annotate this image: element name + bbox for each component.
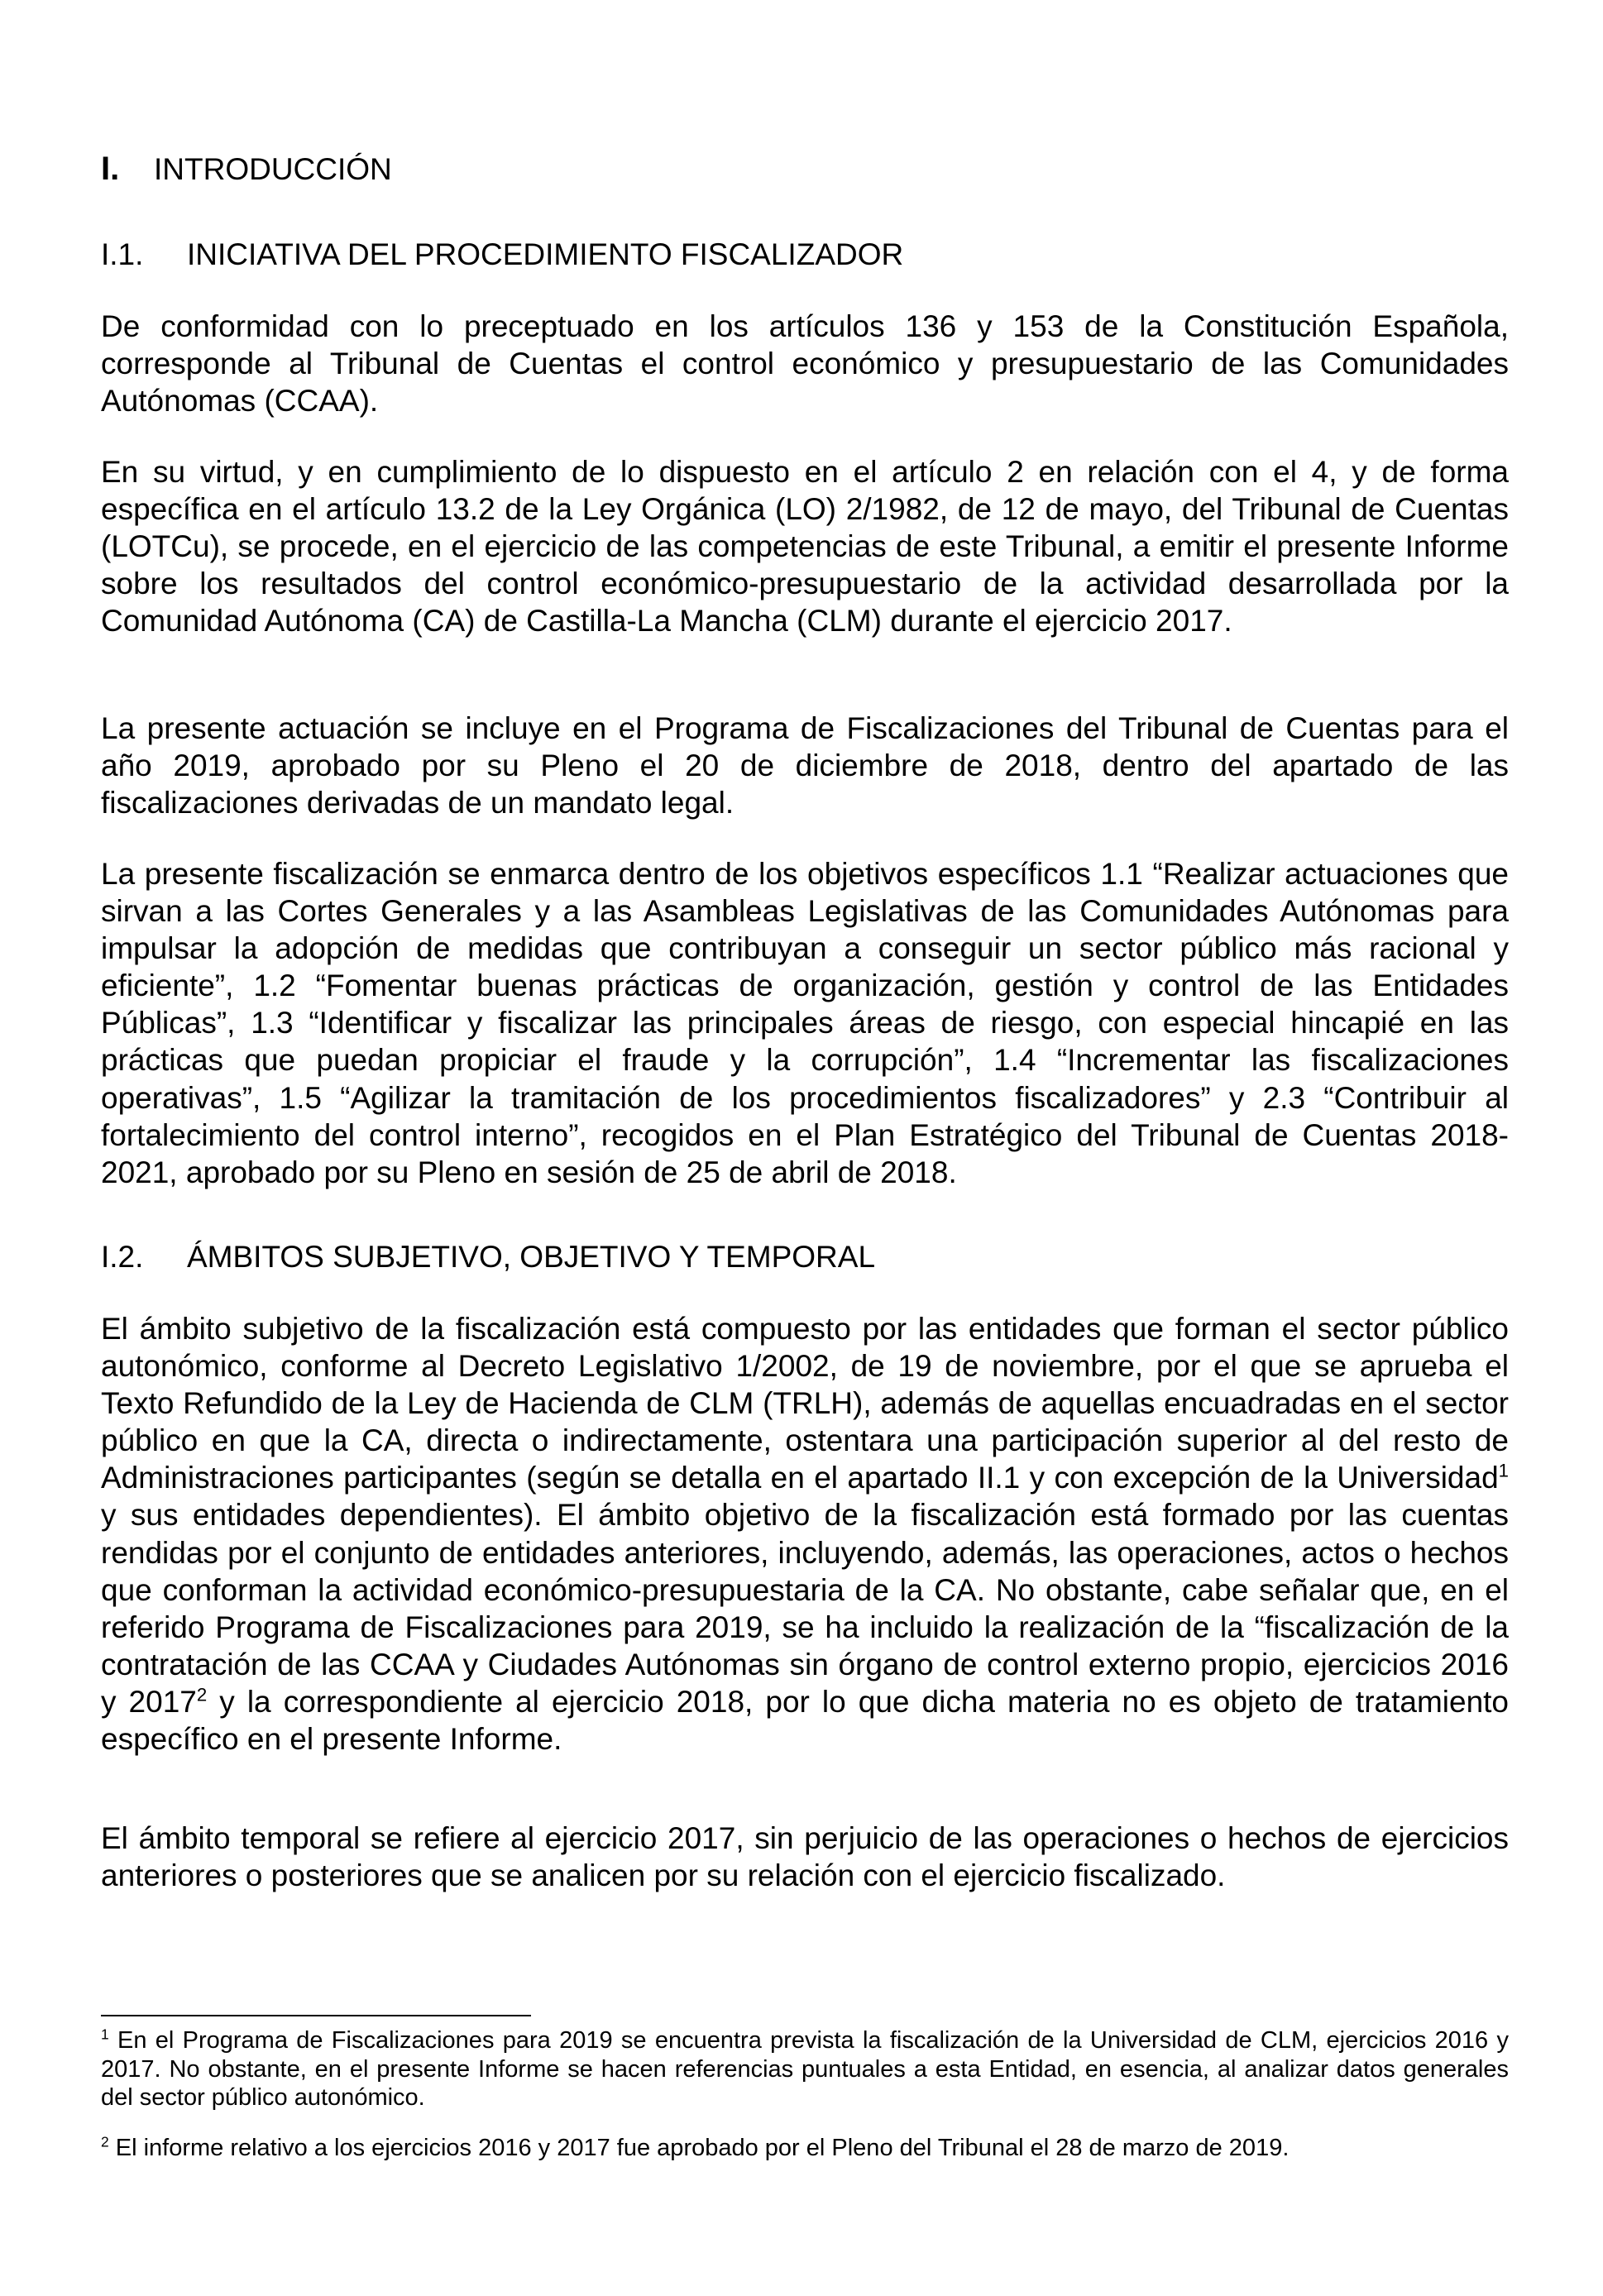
subsection-heading-2 <box>101 1239 875 1275</box>
subsection-number-2: I.2. <box>101 1240 144 1274</box>
paragraph-1: De conformidad con lo preceptuado en los artículos 136 y 153 de la Constitución Española, corresponde al Tribunal de Cuentas el control económico y presupuestario de las Comunidades Autónomas (CCAA). <box>101 309 1509 419</box>
footnote-ref-2[interactable]: 2 <box>196 1684 208 1705</box>
section-heading <box>101 151 392 188</box>
paragraph-5 <box>101 1310 1509 1758</box>
footnote-marker-2: 2 <box>101 2133 109 2150</box>
subsection-heading-1 <box>101 237 903 273</box>
section-title: INTRODUCCIÓN <box>154 152 392 186</box>
subsection-title-1: INICIATIVA DEL PROCEDIMIENTO FISCALIZADOR <box>187 237 904 271</box>
footnote-separator <box>101 2015 531 2016</box>
subsection-number-1: I.1. <box>101 237 144 271</box>
footnote-2 <box>101 2134 1509 2163</box>
footnote-1 <box>101 2026 1509 2112</box>
paragraph-5-part-1: El ámbito subjetivo de la fiscalización está compuesto por las entidades que forman el sector público autonómico, conforme al Decreto Legislativo 1/2002, de 19 de noviembre, por el que se aprueba el Texto Refundido de la Ley de Hacienda de CLM (TRLH), además de aquellas encuadradas en el sector público en que la CA, directa o indirectamente, ostentara una participación superior al del resto de Administraciones participantes (según se detalla en el apartado II.1 y con excepción de la Universidad <box>101 1312 1509 1495</box>
footnote-ref-1[interactable]: 1 <box>1498 1461 1509 1482</box>
footnote-text-2: El informe relativo a los ejercicios 2016 y 2017 fue aprobado por el Pleno del Tribunal el 28 de marzo de 2019. <box>108 2135 1290 2161</box>
footnote-text-1: En el Programa de Fiscalizaciones para 2019 se encuentra prevista la fiscalización de la Universidad de CLM, ejercicios 2016 y 2017. No obstante, en el presente Informe se hacen referencias puntuales a esta Entidad, en esencia, al analizar datos generales del sector público autonómico. <box>101 2027 1509 2111</box>
section-number: I. <box>101 151 120 187</box>
paragraph-5-part-2: y sus entidades dependientes). El ámbito objetivo de la fiscalización está formado por las cuentas rendidas por el conjunto de entidades anteriores, incluyendo, además, las operaciones, actos o hechos que conforman la actividad económico-presupuestaria de la CA. No obstante, cabe señalar que, en el referido Programa de Fiscalizaciones para 2019, se ha incluido la realización de la “fiscalización de la contratación de las CCAA y Ciudades Autónomas sin órgano de control externo propio, ejercicios 2016 y 2017 <box>101 1498 1509 1719</box>
subsection-title-2: ÁMBITOS SUBJETIVO, OBJETIVO Y TEMPORAL <box>187 1240 876 1274</box>
paragraph-2: En su virtud, y en cumplimiento de lo dispuesto en el artículo 2 en relación con el 4, y de forma específica en el artículo 13.2 de la Ley Orgánica (LO) 2/1982, de 12 de mayo, del Tribunal de Cuentas (LOTCu), se procede, en el ejercicio de las competencias de este Tribunal, a emitir el presente Informe sobre los resultados del control económico-presupuestario de la actividad desarrollada por la Comunidad Autónoma (CA) de Castilla-La Mancha (CLM) durante el ejercicio 2017. <box>101 455 1509 639</box>
footnote-marker-1: 1 <box>101 2026 109 2043</box>
paragraph-4: La presente fiscalización se enmarca dentro de los objetivos específicos 1.1 “Realizar actuaciones que sirvan a las Cortes Generales y a las Asambleas Legislativas de las Comunidades Autónomas para impulsar la adopción de medidas que contribuyan a conseguir un sector público más racional y eficiente”, 1.2 “Fomentar buenas prácticas de organización, gestión y control de las Entidades Públicas”, 1.3 “Identificar y fiscalizar las principales áreas de riesgo, con especial hincapié en las prácticas que puedan propiciar el fraude y la corrupción”, 1.4 “Incrementar las fiscalizaciones operativas”, 1.5 “Agilizar la tramitación de los procedimientos fiscalizadores” y 2.3 “Contribuir al fortalecimiento del control interno”, recogidos en el Plan Estratégico del Tribunal de Cuentas 2018-2021, aprobado por su Pleno en sesión de 25 de abril de 2018. <box>101 857 1509 1189</box>
paragraph-6: El ámbito temporal se refiere al ejercicio 2017, sin perjuicio de las operaciones o hechos de ejercicios anteriores o posteriores que se analicen por su relación con el ejercicio fiscalizado. <box>101 1821 1509 1893</box>
paragraph-5-part-3: y la correspondiente al ejercicio 2018, por lo que dicha materia no es objeto de tratamiento específico en el presente Informe. <box>101 1684 1510 1757</box>
paragraph-3: La presente actuación se incluye en el Programa de Fiscalizaciones del Tribunal de Cuentas para el año 2019, aprobado por su Pleno el 20 de diciembre de 2018, dentro del apartado de las fiscalizaciones derivadas de un mandato legal. <box>101 711 1509 820</box>
